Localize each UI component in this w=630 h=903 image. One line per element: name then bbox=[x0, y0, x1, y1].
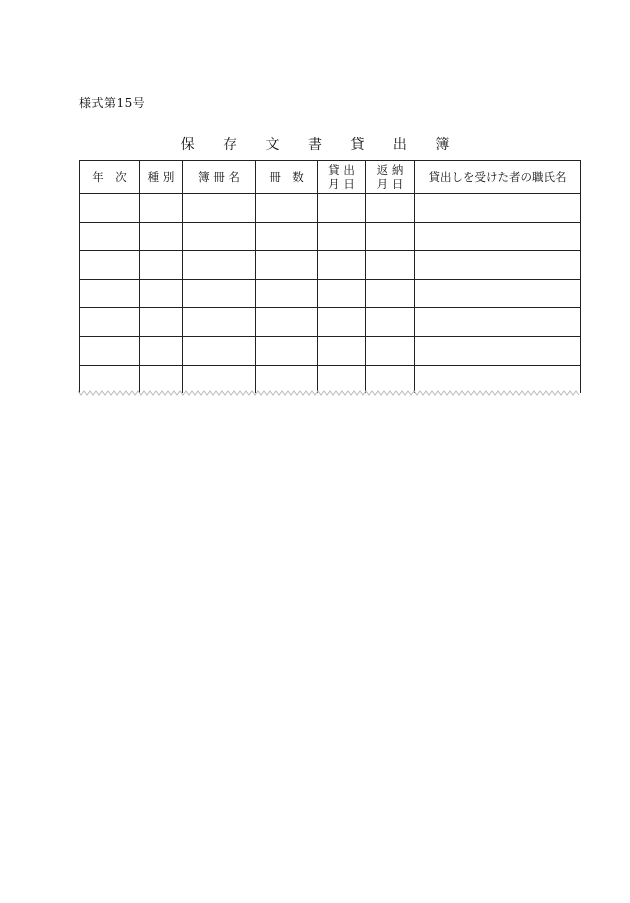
table-cell-sassu bbox=[256, 194, 318, 223]
table-cell-shubetsu bbox=[140, 308, 183, 337]
table-cell-hennou bbox=[366, 194, 415, 223]
table-cell-bosatsumei bbox=[183, 279, 256, 308]
table-cell-uketa_mono bbox=[415, 222, 581, 251]
table-cell-nenji bbox=[80, 194, 140, 223]
table-cell-shubetsu bbox=[140, 336, 183, 365]
table-row bbox=[80, 222, 581, 251]
table-cell-bosatsumei bbox=[183, 336, 256, 365]
table-cell-kashidashi bbox=[318, 279, 366, 308]
table-cell-uketa_mono bbox=[415, 251, 581, 280]
header-lend-date: 貸 出 月 日 bbox=[318, 161, 366, 194]
table-cell-uketa_mono bbox=[415, 279, 581, 308]
header-type: 種 別 bbox=[140, 161, 183, 194]
table-cell-nenji bbox=[80, 251, 140, 280]
table-cell-nenji bbox=[80, 308, 140, 337]
table-row bbox=[80, 279, 581, 308]
table-cell-nenji bbox=[80, 222, 140, 251]
form-number: 様式第15号 bbox=[79, 96, 146, 110]
lending-ledger-table bbox=[79, 160, 581, 393]
table-cell-uketa_mono bbox=[415, 308, 581, 337]
table-cell-shubetsu bbox=[140, 194, 183, 223]
table-row bbox=[80, 251, 581, 280]
torn-edge bbox=[78, 388, 581, 400]
table-cell-sassu bbox=[256, 279, 318, 308]
table-cell-hennou bbox=[366, 336, 415, 365]
table-cell-bosatsumei bbox=[183, 251, 256, 280]
document-title: 保 存 文 書 貸 出 簿 bbox=[180, 137, 462, 153]
table-cell-uketa_mono bbox=[415, 194, 581, 223]
header-year: 年 次 bbox=[80, 161, 140, 194]
table-row bbox=[80, 194, 581, 223]
table-row bbox=[80, 336, 581, 365]
table-cell-kashidashi bbox=[318, 222, 366, 251]
table-cell-kashidashi bbox=[318, 336, 366, 365]
table-cell-sassu bbox=[256, 336, 318, 365]
header-volume-count: 冊 数 bbox=[256, 161, 318, 194]
table-row bbox=[80, 308, 581, 337]
table-cell-hennou bbox=[366, 308, 415, 337]
table-header-row bbox=[80, 161, 581, 194]
table-cell-hennou bbox=[366, 279, 415, 308]
table-cell-hennou bbox=[366, 251, 415, 280]
table-cell-shubetsu bbox=[140, 279, 183, 308]
header-return-date: 返 納 月 日 bbox=[366, 161, 415, 194]
table-cell-kashidashi bbox=[318, 194, 366, 223]
table-cell-kashidashi bbox=[318, 308, 366, 337]
table-cell-hennou bbox=[366, 222, 415, 251]
table-cell-uketa_mono bbox=[415, 336, 581, 365]
table-cell-nenji bbox=[80, 279, 140, 308]
table-cell-nenji bbox=[80, 336, 140, 365]
table-cell-bosatsumei bbox=[183, 194, 256, 223]
table-cell-shubetsu bbox=[140, 222, 183, 251]
table-cell-sassu bbox=[256, 308, 318, 337]
table-body bbox=[80, 194, 581, 394]
table-cell-bosatsumei bbox=[183, 308, 256, 337]
header-borrower-title-name: 貸出しを受けた者の職氏名 bbox=[415, 161, 581, 194]
header-ledger-name: 簿 冊 名 bbox=[183, 161, 256, 194]
table-cell-sassu bbox=[256, 222, 318, 251]
table-cell-bosatsumei bbox=[183, 222, 256, 251]
table-cell-kashidashi bbox=[318, 251, 366, 280]
table-cell-shubetsu bbox=[140, 251, 183, 280]
table-cell-sassu bbox=[256, 251, 318, 280]
